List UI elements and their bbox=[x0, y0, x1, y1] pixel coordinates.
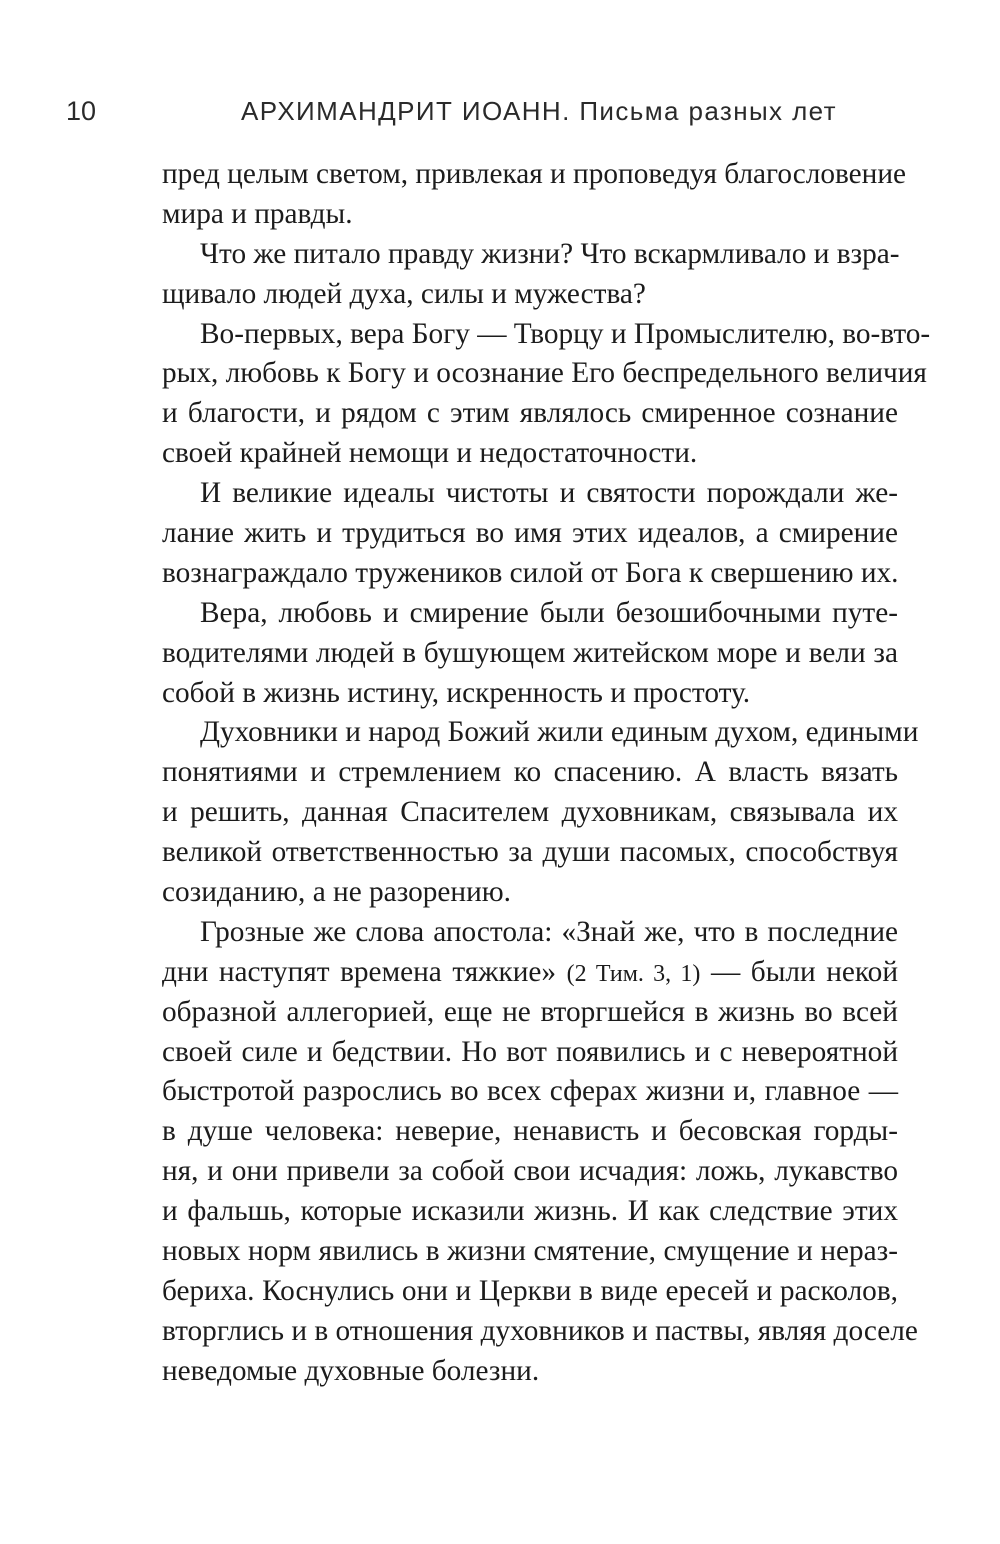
text-line: мира и правды. bbox=[162, 197, 353, 230]
running-title: АРХИМАНДРИТ ИОАНН. Письма разных лет bbox=[241, 96, 837, 126]
text-line: созиданию, а не разорению. bbox=[162, 876, 511, 909]
text-line: образной аллегорией, еще не вторгшейся в жизнь во всей bbox=[162, 995, 898, 1028]
text-line: вознаграждало тружеников силой от Бога к свершению их. bbox=[162, 556, 899, 589]
text-line: ня, и они привели за собой свои исчадия: ложь, лукавство bbox=[162, 1155, 898, 1188]
text-line: щивало людей духа, силы и мужества? bbox=[162, 277, 646, 310]
text-line: рых, любовь к Богу и осознание Его беспредельного величия bbox=[162, 357, 927, 390]
text-fragment: — были некой bbox=[710, 955, 899, 988]
text-line: И великие идеалы чистоты и святости порождали же- bbox=[200, 477, 898, 510]
text-line: лание жить и трудиться во имя этих идеалов, а смирение bbox=[162, 517, 898, 550]
text-line: бериха. Коснулись они и Церкви в виде ересей и расколов, bbox=[162, 1274, 898, 1307]
text-line: своей силе и бедствии. Но вот появились и с невероятной bbox=[162, 1035, 898, 1068]
text-line: Что же питало правду жизни? Что вскармливало и взра- bbox=[200, 237, 900, 270]
text-line: собой в жизнь истину, искренность и простоту. bbox=[162, 676, 751, 709]
text-fragment: дни наступят времена тяжкие» bbox=[162, 955, 557, 988]
text-line: Духовники и народ Божий жили единым духом, едиными bbox=[200, 716, 919, 749]
text-line: в душе человека: неверие, ненависть и бесовская горды- bbox=[162, 1115, 898, 1148]
body-text bbox=[162, 155, 931, 1392]
text-line: своей крайней немощи и недостаточности. bbox=[162, 437, 698, 470]
running-head bbox=[0, 96, 1000, 136]
text-line: и фальшь, которые исказили жизнь. И как следствие этих bbox=[162, 1195, 898, 1228]
text-line: водителями людей в бушующем житейском море и вели за bbox=[162, 636, 898, 669]
text-line: Вера, любовь и смирение были безошибочными путе- bbox=[200, 596, 898, 629]
text-line: Грозные же слова апостола: «Знай же, что в последние bbox=[200, 915, 898, 948]
text-line: пред целым светом, привлекая и проповедуя благословение bbox=[162, 158, 907, 190]
text-line: и решить, данная Спасителем духовникам, связывала их bbox=[162, 796, 898, 829]
page-number: 10 bbox=[66, 96, 97, 126]
text-line: вторглись и в отношения духовников и паствы, являя доселе bbox=[162, 1314, 918, 1347]
text-line: Во-первых, вера Богу — Творцу и Промыслителю, во-вто- bbox=[200, 317, 931, 350]
text-line: новых норм явились в жизни смятение, смущение и нераз- bbox=[162, 1235, 898, 1268]
text-line-with-reference bbox=[162, 953, 898, 993]
text-line: и благости, и рядом с этим являлось смиренное сознание bbox=[162, 397, 898, 430]
text-line: великой ответственностью за души пасомых, способствуя bbox=[162, 836, 898, 869]
scripture-reference: (2 Тим. 3, 1) bbox=[566, 960, 701, 987]
text-line: быстротой разрослись во всех сферах жизни и, главное — bbox=[162, 1075, 898, 1108]
text-line: понятиями и стремлением ко спасению. А власть вязать bbox=[162, 756, 898, 789]
text-line: неведомые духовные болезни. bbox=[162, 1354, 540, 1387]
